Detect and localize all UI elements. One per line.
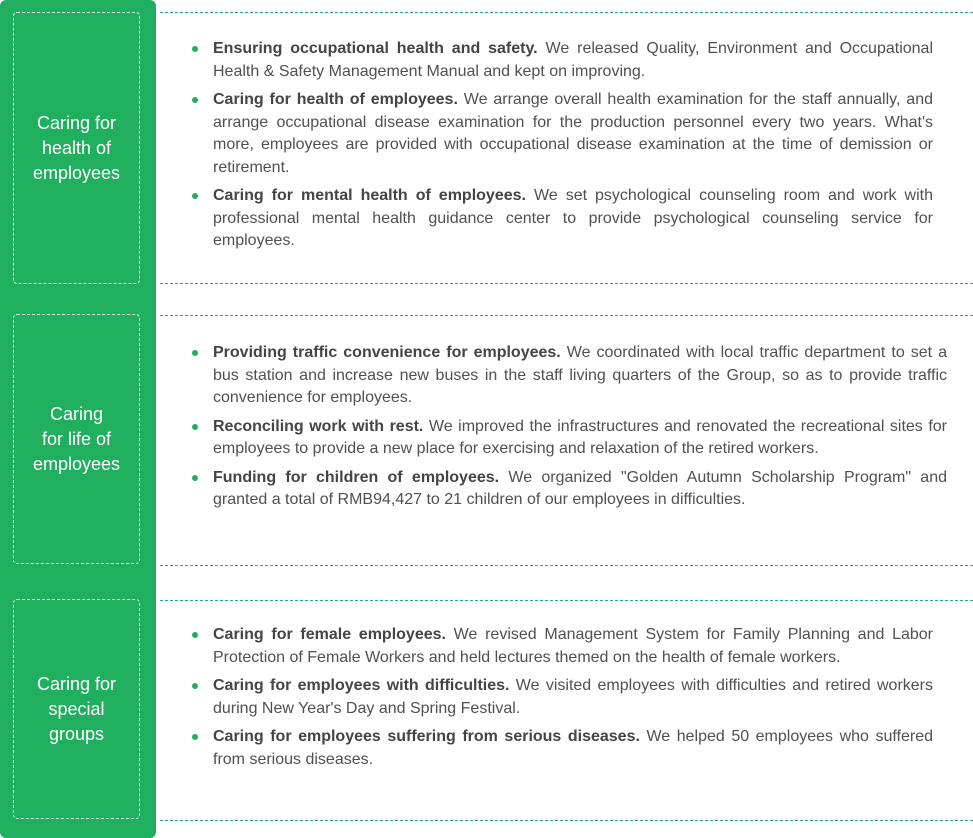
item-text: We visited employees with difficulties and retired workers during New Year's Day and Spring Festival. [213,677,933,717]
list-item [190,624,933,669]
item-heading: Reconciling work with rest. [213,417,424,435]
item-heading: Caring for employees suffering from serious diseases. [213,728,640,745]
section-list-life [190,342,947,518]
bullet-icon [192,97,198,103]
item-text: We coordinated with local traffic department to set a bus station and increase new buses in the staff living quarters of the Group, so as to provide traffic convenience for employees. [213,344,947,406]
bullet-icon [192,683,198,689]
section-list-special [190,624,933,777]
item-heading: Funding for children of employees. [213,468,500,486]
item-text: We arrange overall health examination for the staff annually, and arrange occupational disease examination for the production personnel every two years. What's more, employees are provided with occupational disease examination at the time of demission or retirement. [213,91,933,176]
bullet-icon [192,475,198,481]
item-text: We improved the infrastructures and renovated the recreational sites for employees to provide a new place for exercising and relaxation of the retired workers. [213,417,947,457]
item-heading: Caring for mental health of employees. [213,187,526,204]
section-label-special: Caring for special groups [13,599,140,819]
section-divider [160,283,973,284]
item-heading: Providing traffic convenience for employees. [213,344,561,361]
section-divider [160,820,973,821]
list-item [190,416,947,461]
list-item [190,342,947,410]
item-text: We helped 50 employees who suffered from serious diseases. [213,728,933,768]
list-item [190,185,933,253]
section-divider [160,12,973,13]
list-item [190,726,933,771]
bullet-icon [192,46,198,52]
item-text: We organized "Golden Autumn Scholarship Program" and granted a total of RMB94,427 to 21 children of our employees in difficulties. [213,468,948,508]
section-divider [160,600,973,601]
item-text: We set psychological counseling room and work with professional mental health guidance center to provide psychological counseling service for employees. [213,187,933,249]
list-item [190,38,933,83]
item-heading: Caring for female employees. [213,626,446,643]
bullet-icon [192,424,198,430]
item-heading: Caring for health of employees. [213,91,458,108]
section-label-health: Caring for health of employees [13,12,140,284]
list-item [190,89,933,179]
bullet-icon [192,350,198,356]
bullet-icon [192,734,198,740]
item-text: We revised Management System for Family Planning and Labor Protection of Female Workers and held lectures themed on the health of female workers. [213,626,934,666]
list-item [190,675,933,720]
list-item [190,467,947,512]
bullet-icon [192,193,198,199]
section-label-life: Caring for life of employees [13,314,140,564]
section-divider [160,565,973,566]
item-heading: Ensuring occupational health and safety. [213,40,538,57]
item-text: We released Quality, Environment and Occupational Health & Safety Management Manual and kept on improving. [213,40,934,80]
section-divider [160,315,973,316]
bullet-icon [192,632,198,638]
item-heading: Caring for employees with difficulties. [213,677,510,694]
section-list-health [190,38,933,259]
